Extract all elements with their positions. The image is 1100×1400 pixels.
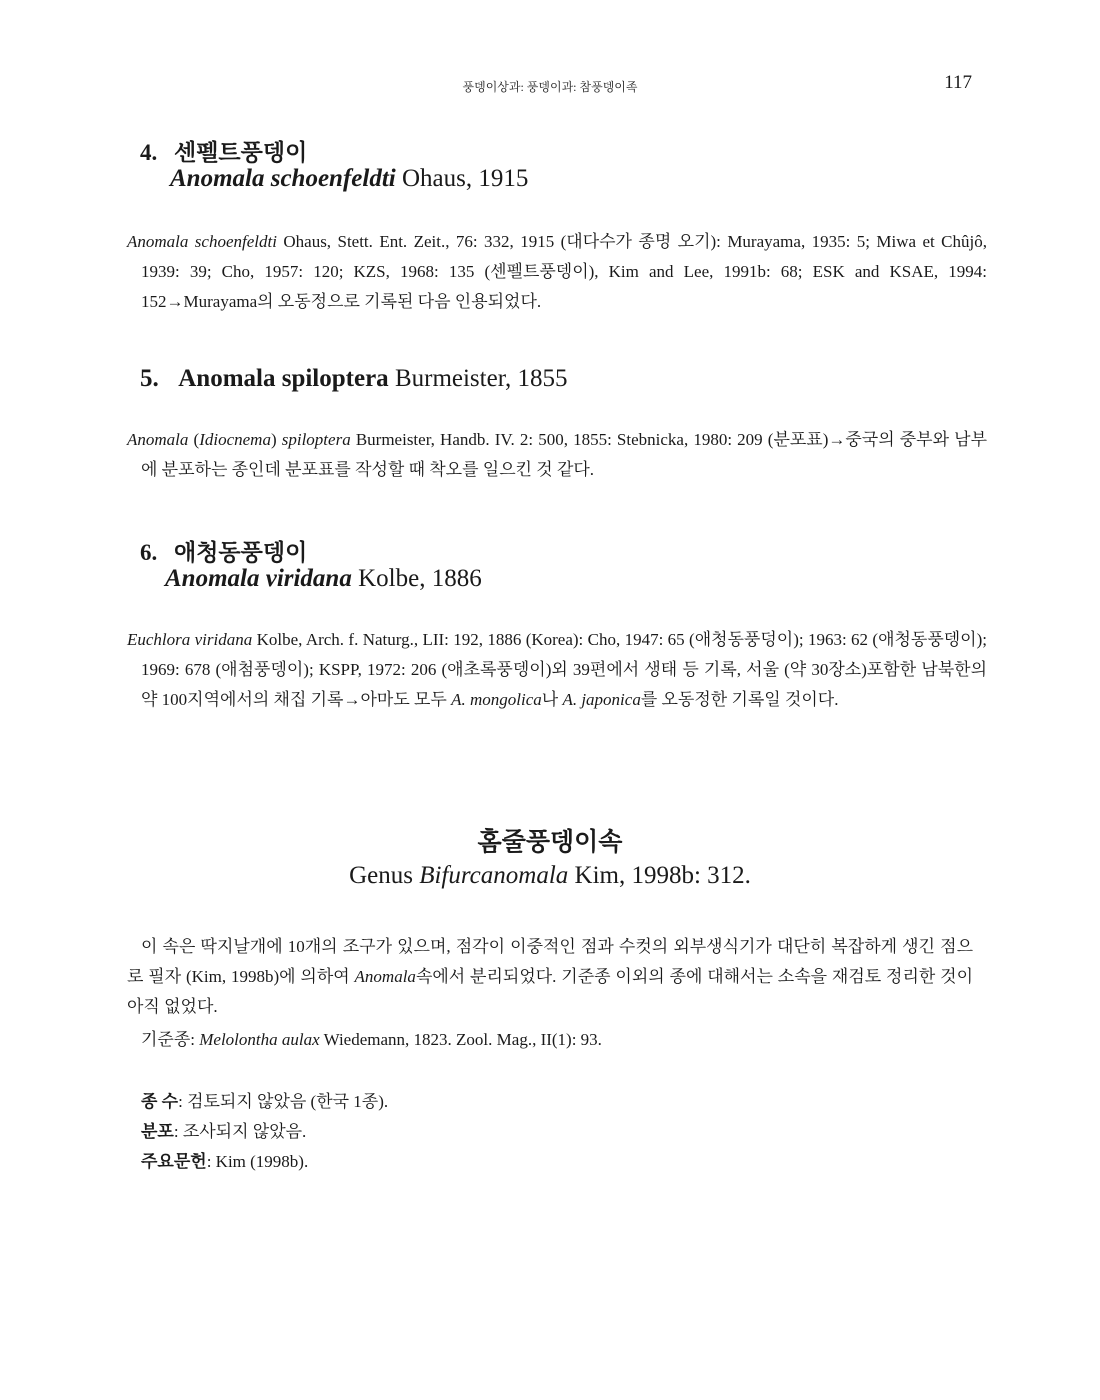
type-species: [141, 1025, 602, 1050]
species-6-scientific-name: [165, 565, 482, 593]
desc-text: 이 속은 딱지날개에 10개의 조구가 있으며, 점각이 이중적인 점과 수컷의 외부생식기가 대단히 복잡하게 생긴 점으로 필자 (Kim, 1998b)에 의하여: [127, 937, 973, 986]
ref-text: Burmeister, Handb. IV. 2: 500, 1855: Stebnicka, 1980: 209 (분포표)→중국의 중부와 남부에 분포하는 종인데 분포표를 작성할 때 착오를 일으킨 것 같다.: [141, 430, 987, 479]
meta-value: : Kim (1998b).: [206, 1152, 309, 1171]
author: Ohaus, 1915: [401, 165, 529, 192]
korean-name: 센펠트풍뎅이: [174, 140, 308, 165]
meta-label: 주요문헌: [141, 1152, 207, 1171]
ref-taxon-japonica: A. japonica: [562, 690, 641, 709]
genus-citation: Kim, 1998b: 312.: [568, 862, 751, 889]
author: Burmeister, 1855: [394, 365, 568, 392]
species-number: 5.: [140, 365, 159, 392]
scientific-name: Anomala schoenfeldti: [170, 165, 396, 192]
genus-description: [127, 932, 973, 1022]
scientific-name: Anomala spiloptera: [178, 365, 389, 392]
desc-text: 속에서 분리되었다. 기준종 이외의 종에 대해서는 소속을 재검토 정리한 것이 아직 없었다.: [127, 967, 973, 1016]
type-label: 기준종:: [141, 1030, 200, 1049]
species-5-references: [127, 425, 987, 485]
korean-name: 애청동풍뎅이: [174, 540, 308, 565]
genus-prefix: Genus: [349, 862, 420, 889]
ref-text: Kolbe, Arch. f. Naturg., LII: 192, 1886 (Korea): Cho, 1947: 65 (애청동풍덩이); 1963: 62 (애청동풍뎅이); 1969: 678 (애첨풍뎅이); KSPP, 1972: 206 (애초록풍뎅이)외 39편에서 생태 등 기록, 서울 (약 30장소)포함한 남북한의 약 100지역에서의 채집 기록→아마도 모두: [141, 630, 987, 709]
ref-text: 를 오동정한 기록일 것이다.: [640, 690, 839, 709]
author: Kolbe, 1886: [358, 565, 482, 592]
running-head: 풍뎅이상과: 풍뎅이과: 참풍뎅이족: [462, 80, 638, 94]
meta-label: 종 수: [141, 1092, 179, 1111]
species-4-heading: [140, 134, 307, 167]
type-name: Melolontha aulax: [199, 1030, 320, 1049]
ref-genus: Anomala: [127, 430, 189, 449]
meta-distribution: [141, 1117, 306, 1142]
meta-value: : 검토되지 않았음 (한국 1종).: [178, 1092, 389, 1111]
ref-subgenus: Idiocnema: [199, 430, 271, 449]
meta-literature: [141, 1147, 308, 1172]
ref-taxon: Euchlora viridana: [127, 630, 253, 649]
ref-taxon-mongolica: A. mongolica: [451, 690, 542, 709]
species-6-heading: [140, 534, 307, 567]
type-citation: Wiedemann, 1823. Zool. Mag., II(1): 93.: [319, 1030, 602, 1049]
scientific-name: Anomala viridana: [165, 565, 352, 592]
meta-label: 분포: [141, 1122, 174, 1141]
species-6-references: [127, 625, 987, 715]
genus-title: 홈줄풍뎅이속: [477, 829, 623, 856]
genus-subtitle: [0, 862, 1100, 890]
species-4-scientific-name: [170, 165, 528, 193]
ref-taxon: Anomala schoenfeldti: [127, 232, 277, 251]
ref-species: spiloptera: [281, 430, 351, 449]
species-number: 4.: [140, 140, 158, 165]
ref-text: 나: [541, 690, 563, 709]
meta-value: : 조사되지 않았음.: [173, 1122, 307, 1141]
desc-genus: Anomala: [354, 967, 416, 986]
meta-species-count: [141, 1087, 388, 1112]
ref-paren: ): [270, 430, 282, 449]
page-number: 117: [944, 72, 972, 93]
ref-paren: (: [188, 430, 200, 449]
species-number: 6.: [140, 540, 158, 565]
species-4-references: [127, 227, 987, 317]
ref-text: Ohaus, Stett. Ent. Zeit., 76: 332, 1915 (대다수가 종명 오기): Murayama, 1935: 5; Miwa et Chûjô, 1939: 39; Cho, 1957: 120; KZS, 1968: 135 (센펠트풍뎅이), Kim and Lee, 1991b: 68; ESK and KSAE, 1994: 152→Murayama의 오동정으로 기록된 다음 인용되었다.: [141, 232, 987, 311]
species-5-heading: [140, 365, 568, 393]
genus-scientific-name: Bifurcanomala: [419, 862, 569, 889]
